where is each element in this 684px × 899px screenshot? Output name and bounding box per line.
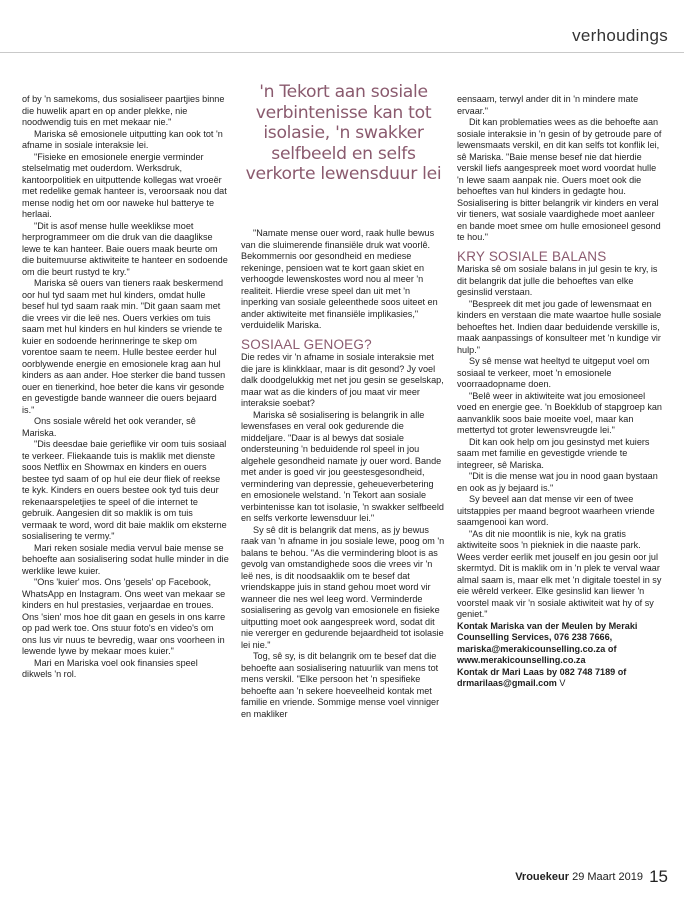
column-2 bbox=[241, 228, 446, 720]
paragraph: Sy sê dit is belangrik dat mens, as jy bewus raak van 'n afname in jou sosiale lewe, poog om 'n balans te behou. "As die vermindering bloot is as gevolg van omstandighede soos die vrees vir 'n leë nes, is dit noodsaaklik om te besef dat vriendskappe juis in stand gehou moet word vir wanneer die nes wel leeg word. Verminderde sosialisering as gevolg van emosionele en fisieke uitputting moet ook aangespreek word, sodat dit nie vererger en gedurende bejaardheid tot isolasie lei nie." bbox=[241, 524, 445, 650]
paragraph: Mari en Mariska voel ook finansies speel dikwels 'n rol. bbox=[22, 657, 198, 679]
paragraph: Mariska sê ouers van tieners raak beskermend oor hul tyd saam met hul kinders, omdat hulle besef hul tyd saam raak min. "Dit gaan saam met die vrees vir die leë nes. Ouers verkies om tuis saam met hul kinders en hul kinders se vriende te kuier en sodoende herinneringe te skep om vorentoe saam te neem. Hulle bestee eerder hul oorblywende energie en emosionele krag aan hul kinders as aan ander. Hoe sterker die band tussen ouer en tienerkind, hoe beter die kans vir gesonde en gevestigde bande wanneer die ouers bejaard is." bbox=[22, 278, 226, 415]
paragraph: Mari reken sosiale media vervul baie mense se behoefte aan sosialisering sodat hulle minder in die werklike lewe kuier. bbox=[22, 542, 229, 576]
paragraph: "Belê weer in aktiwiteite wat jou emosioneel voed en energie gee. 'n Boekklub of stapgroep kan aanvanklik soos baie moeite voel, maar kan mettertyd tot groter lewensvreugde lei." bbox=[457, 390, 662, 435]
subheading-sosiaal-genoeg: SOSIAAL GENOEG? bbox=[241, 336, 372, 352]
paragraph: Die redes vir 'n afname in sosiale interaksie met die jare is klinkklaar, maar is dit gesond? Jy voel dalk doodgelukkig met net jou gesin se geselskap, maar wat as die kinders of jou maat vir meer interaksie soebat? bbox=[241, 352, 444, 408]
subheading-kry-sosiale-balans: KRY SOSIALE BALANS bbox=[457, 248, 607, 264]
page-footer bbox=[515, 867, 668, 887]
column-3 bbox=[457, 94, 665, 690]
paragraph: Ons sosiale wêreld het ook verander, sê Mariska. bbox=[22, 416, 196, 438]
contact-block bbox=[457, 621, 665, 690]
paragraph: "Fisieke en emosionele energie verminder stelselmatig met ouderdom. Werksdruk, kantoorpolitiek en uitputtende kollegas wat vroeër met redelike gemak hanteer is, veroorsaak nou dat mense nodig het om oor naweke hul batterye te herlaai. bbox=[22, 151, 227, 219]
paragraph: "Dit is asof mense hulle weeklikse moet herprogrammeer om die druk van die daaglikse lewe te kan hanteer. Baie ouers maak beurte om die buitemuurse aktiwiteite te hanteer en sodoende om die beurt rustyd te kry." bbox=[22, 220, 228, 277]
contact-mari: Kontak dr Mari Laas by 082 748 7189 of drmarilaas@gmail.com V bbox=[457, 666, 627, 688]
paragraph: Mariska sê emosionele uitputting kan ook tot 'n afname in sosiale interaksie lei. bbox=[22, 128, 223, 150]
contact-mariska: Kontak Mariska van der Meulen by Meraki Counselling Services, 076 238 7666, mariska@merakicounselling.co.za of www.merakicounselling.co.za bbox=[457, 620, 638, 665]
paragraph: "Bespreek dit met jou gade of lewensmaat en kinders en verstaan die mate waartoe hulle sosiale behoeftes het. Indien daar beduidende verskille is, maak aanpassings of konsulteer met 'n kundige vir hulp." bbox=[457, 298, 662, 355]
paragraph: Dit kan ook help om jou gesinstyd met kuiers saam met familie en gevestigde vriende te integreer, sê Mariska. bbox=[457, 436, 650, 470]
paragraph: eensaam, terwyl ander dit in 'n mindere mate ervaar." bbox=[457, 94, 639, 116]
paragraph: "Dis deesdae baie gerieflike vir oom tuis sosiaal te verkeer. Fliekaande tuis is maklik met dienste soos Netflix en Showmax en kinders en ouers bestee tyd saam of op hul eie deur fliek of reekse te kyk. Kinders en ouers bestee ook tyd tuis deur rekenaarspeletjies te speel of die internet te gebruik. Aangesien dit so maklik is om tuis vermaak te word, word dit baie maklik om eksterne sosialisering te vermy." bbox=[22, 439, 227, 541]
paragraph: Mariska sê om sosiale balans in jul gesin te kry, is dit belangrik dat julle die behoeftes van elke gesinslid verstaan. bbox=[457, 264, 658, 297]
paragraph: Mariska sê sosialisering is belangrik in alle lewensfases en veral ook gedurende die middeljare. "Daar is al bewys dat sosiale ondersteuning 'n beduidende rol speel in jou algehele gesondheid namate jy ouer word. Bande met ander is goed vir jou geestesgesondheid, vermindering van depressie, geheueverbetering en emosionele welstand. 'n Tekort aan sosiale verbintenisse kan tot isolasie, 'n swakker selfbeeld en selfs verkorte lewensduur lei." bbox=[241, 409, 444, 523]
paragraph: Sy beveel aan dat mense vir een of twee uitstappies per maand begroot waarheen vriende saamgenooi kan word. bbox=[457, 494, 655, 527]
end-mark: V bbox=[559, 678, 566, 688]
section-tag: verhoudings bbox=[572, 26, 668, 45]
paragraph: "Ons 'kuier' mos. Ons 'gesels' op Facebook, WhatsApp en Instagram. Ons weet van mekaar se kinders en hul prestasies, verjaardae en troues. Ons 'sien' mos hoe dit gaan en gesels in ons karre op pad werk toe. Ons stuur foto's en video's om ons lus vir nuus te bevredig, waar ons voorheen in lewende lywe by mekaar moes kuier." bbox=[22, 577, 226, 656]
header-rule bbox=[0, 52, 684, 53]
paragraph: "Dit is die mense wat jou in nood gaan bystaan en ook as jy bejaard is." bbox=[457, 471, 658, 493]
pull-quote: 'n Tekort aan sosiale verbintenisse kan tot isolasie, 'n swakker selfbeeld en selfs verkorte lewensduur lei bbox=[245, 82, 442, 184]
magazine-name: Vrouekeur bbox=[515, 871, 570, 883]
paragraph: Tog, sê sy, is dit belangrik om te besef dat die behoefte aan sosialisering natuurlik van mens tot mens verskil. "Elke persoon het 'n spesifieke behoefte aan 'n sekere hoeveelheid kontak met familie en vriende. Sommige mense voel vinniger en makliker bbox=[241, 651, 440, 719]
paragraph: "Namate mense ouer word, raak hulle bewus van die sluimerende finansiële druk wat voorlê. Bekommernis oor gesondheid en mediese rekeninge, pensioen wat te kort gaan skiet en verhoogde lewenskostes word nou al meer 'n realiteit. Hierdie vrese speel dan uit met 'n inperking van sosiale geleenthede soos uiteet en ander aktiwiteite met finansiële implikasies," verduidelik Mariska. bbox=[241, 228, 438, 330]
column-1 bbox=[22, 94, 230, 681]
paragraph: Sy sê mense wat heeltyd te uitgeput voel om sosiaal te verkeer, moet 'n emosionele voorraadopname doen. bbox=[457, 356, 650, 389]
issue-date: 29 Maart 2019 bbox=[572, 871, 644, 883]
paragraph: "As dit nie moontlik is nie, kyk na gratis aktiwiteite soos 'n piekniek in die naaste park. Wees verder eerlik met jouself en jou gesin oor jul skermtyd. Dit is maklik om in 'n plek te verval waar almal saam is, maar elk met 'n digitale toestel in sy eie wêreld verkeer. Elke gesinslid kan liewer 'n voorstel maak vir 'n sosiale aktiwiteit wat hy of sy geniet." bbox=[457, 528, 662, 619]
paragraph: of by 'n samekoms, dus sosialiseer paartjies binne die huwelik apart en op ander plekke, nie noodwendig tuis en met mekaar nie." bbox=[22, 94, 225, 127]
page-number: 15 bbox=[649, 867, 668, 886]
paragraph: Dit kan problematies wees as die behoefte aan sosiale interaksie in 'n gesin of by getroude pare of lewensmaats verskil, en dit kan selfs tot konflik lei, sê Mariska. "Baie mense besef nie dat hierdie verskil liefs aangespreek moet word voordat hulle 'n lewe saam aanpak nie. Ouers moet ook die behoeftes van hul kinders in gedagte hou. Sosialisering is bitter belangrik vir kinders en veral vir tieners, wat sosiale vaardighede moet aanleer en bande moet smee om hulle emosioneel gesond te hou." bbox=[457, 117, 662, 242]
